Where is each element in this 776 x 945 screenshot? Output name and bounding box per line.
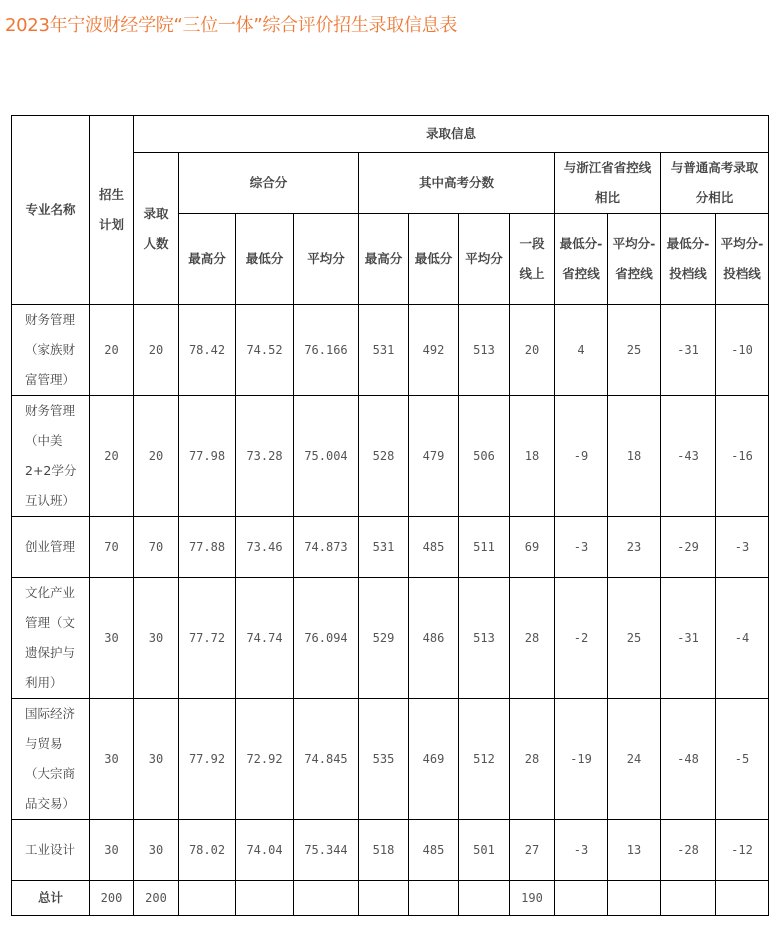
plan-cell: 30: [90, 578, 134, 699]
total-plan: 200: [90, 881, 134, 916]
comp-max-cell: 78.42: [179, 305, 236, 396]
header-admitted: 录取人数: [134, 153, 179, 305]
comp-avg-cell: 76.094: [294, 578, 359, 699]
total-label: 总计: [12, 881, 90, 916]
prov-avg-cell: 13: [608, 820, 661, 881]
admitted-cell: 30: [134, 578, 179, 699]
gk-avg-cell: 513: [459, 305, 510, 396]
admitted-cell: 70: [134, 517, 179, 578]
empty-cell: [236, 881, 294, 916]
empty-cell: [409, 881, 459, 916]
reg-avg-cell: -16: [716, 396, 769, 517]
major-name: 财务管理（家族财富管理）: [12, 305, 90, 396]
tier1-cell: 28: [510, 578, 555, 699]
header-reg-avg: 平均分-投档线: [716, 214, 769, 305]
prov-avg-cell: 18: [608, 396, 661, 517]
plan-cell: 20: [90, 305, 134, 396]
comp-min-cell: 74.52: [236, 305, 294, 396]
gk-avg-cell: 506: [459, 396, 510, 517]
total-admitted: 200: [134, 881, 179, 916]
header-vs-province: 与浙江省省控线相比: [555, 153, 661, 214]
header-comp-min: 最低分: [236, 214, 294, 305]
reg-avg-cell: -10: [716, 305, 769, 396]
comp-min-cell: 74.04: [236, 820, 294, 881]
gk-max-cell: 528: [359, 396, 409, 517]
comp-avg-cell: 74.845: [294, 699, 359, 820]
major-name: 创业管理: [12, 517, 90, 578]
gk-min-cell: 485: [409, 820, 459, 881]
gk-max-cell: 531: [359, 517, 409, 578]
admitted-cell: 20: [134, 305, 179, 396]
header-prov-avg: 平均分-省控线: [608, 214, 661, 305]
tier1-cell: 20: [510, 305, 555, 396]
gk-avg-cell: 501: [459, 820, 510, 881]
admitted-cell: 30: [134, 699, 179, 820]
reg-min-cell: -43: [661, 396, 716, 517]
admitted-cell: 20: [134, 396, 179, 517]
table-row: [12, 578, 769, 699]
prov-avg-cell: 25: [608, 578, 661, 699]
header-gk-avg: 平均分: [459, 214, 510, 305]
comp-max-cell: 77.88: [179, 517, 236, 578]
gk-avg-cell: 511: [459, 517, 510, 578]
tier1-cell: 27: [510, 820, 555, 881]
header-tier1: 一段线上: [510, 214, 555, 305]
tier1-cell: 18: [510, 396, 555, 517]
table-row: [12, 517, 769, 578]
comp-avg-cell: 76.166: [294, 305, 359, 396]
gk-min-cell: 486: [409, 578, 459, 699]
empty-cell: [459, 881, 510, 916]
comp-min-cell: 73.46: [236, 517, 294, 578]
header-vs-regular: 与普通高考录取分相比: [661, 153, 769, 214]
reg-min-cell: -31: [661, 578, 716, 699]
comp-max-cell: 77.72: [179, 578, 236, 699]
header-gk-min: 最低分: [409, 214, 459, 305]
prov-avg-cell: 24: [608, 699, 661, 820]
gk-max-cell: 529: [359, 578, 409, 699]
total-tier1: 190: [510, 881, 555, 916]
prov-min-cell: -3: [555, 820, 608, 881]
plan-cell: 20: [90, 396, 134, 517]
comp-min-cell: 72.92: [236, 699, 294, 820]
prov-min-cell: -3: [555, 517, 608, 578]
empty-cell: [294, 881, 359, 916]
header-comp-avg: 平均分: [294, 214, 359, 305]
prov-min-cell: -19: [555, 699, 608, 820]
page-title: 2023年宁波财经学院“三位一体”综合评价招生录取信息表: [5, 15, 458, 36]
comp-avg-cell: 74.873: [294, 517, 359, 578]
reg-min-cell: -29: [661, 517, 716, 578]
prov-avg-cell: 23: [608, 517, 661, 578]
header-admission-info: 录取信息: [134, 116, 769, 153]
prov-avg-cell: 25: [608, 305, 661, 396]
gk-max-cell: 518: [359, 820, 409, 881]
comp-avg-cell: 75.004: [294, 396, 359, 517]
header-composite: 综合分: [179, 153, 359, 214]
header-gaokao: 其中高考分数: [359, 153, 555, 214]
comp-avg-cell: 75.344: [294, 820, 359, 881]
empty-cell: [179, 881, 236, 916]
comp-min-cell: 74.74: [236, 578, 294, 699]
gk-max-cell: 535: [359, 699, 409, 820]
header-gk-max: 最高分: [359, 214, 409, 305]
admitted-cell: 30: [134, 820, 179, 881]
empty-cell: [608, 881, 661, 916]
reg-min-cell: -31: [661, 305, 716, 396]
admission-table: [11, 115, 769, 916]
comp-min-cell: 73.28: [236, 396, 294, 517]
comp-max-cell: 77.98: [179, 396, 236, 517]
reg-avg-cell: -4: [716, 578, 769, 699]
prov-min-cell: 4: [555, 305, 608, 396]
header-major: 专业名称: [12, 116, 90, 305]
gk-min-cell: 469: [409, 699, 459, 820]
header-prov-min: 最低分-省控线: [555, 214, 608, 305]
prov-min-cell: -9: [555, 396, 608, 517]
total-row: [12, 881, 769, 916]
header-reg-min: 最低分-投档线: [661, 214, 716, 305]
table-row: [12, 820, 769, 881]
major-name: 工业设计: [12, 820, 90, 881]
table-row: [12, 396, 769, 517]
tier1-cell: 28: [510, 699, 555, 820]
gk-min-cell: 479: [409, 396, 459, 517]
plan-cell: 30: [90, 820, 134, 881]
reg-avg-cell: -3: [716, 517, 769, 578]
empty-cell: [555, 881, 608, 916]
plan-cell: 30: [90, 699, 134, 820]
header-plan: 招生计划: [90, 116, 134, 305]
reg-min-cell: -28: [661, 820, 716, 881]
major-name: 国际经济与贸易（大宗商品交易）: [12, 699, 90, 820]
table-row: [12, 305, 769, 396]
reg-avg-cell: -12: [716, 820, 769, 881]
major-name: 财务管理（中美2+2学分互认班）: [12, 396, 90, 517]
major-name: 文化产业管理（文遗保护与利用）: [12, 578, 90, 699]
header-comp-max: 最高分: [179, 214, 236, 305]
gk-avg-cell: 513: [459, 578, 510, 699]
empty-cell: [716, 881, 769, 916]
gk-min-cell: 492: [409, 305, 459, 396]
reg-avg-cell: -5: [716, 699, 769, 820]
table-row: [12, 699, 769, 820]
tier1-cell: 69: [510, 517, 555, 578]
comp-max-cell: 77.92: [179, 699, 236, 820]
gk-max-cell: 531: [359, 305, 409, 396]
empty-cell: [661, 881, 716, 916]
empty-cell: [359, 881, 409, 916]
reg-min-cell: -48: [661, 699, 716, 820]
comp-max-cell: 78.02: [179, 820, 236, 881]
prov-min-cell: -2: [555, 578, 608, 699]
gk-avg-cell: 512: [459, 699, 510, 820]
gk-min-cell: 485: [409, 517, 459, 578]
plan-cell: 70: [90, 517, 134, 578]
